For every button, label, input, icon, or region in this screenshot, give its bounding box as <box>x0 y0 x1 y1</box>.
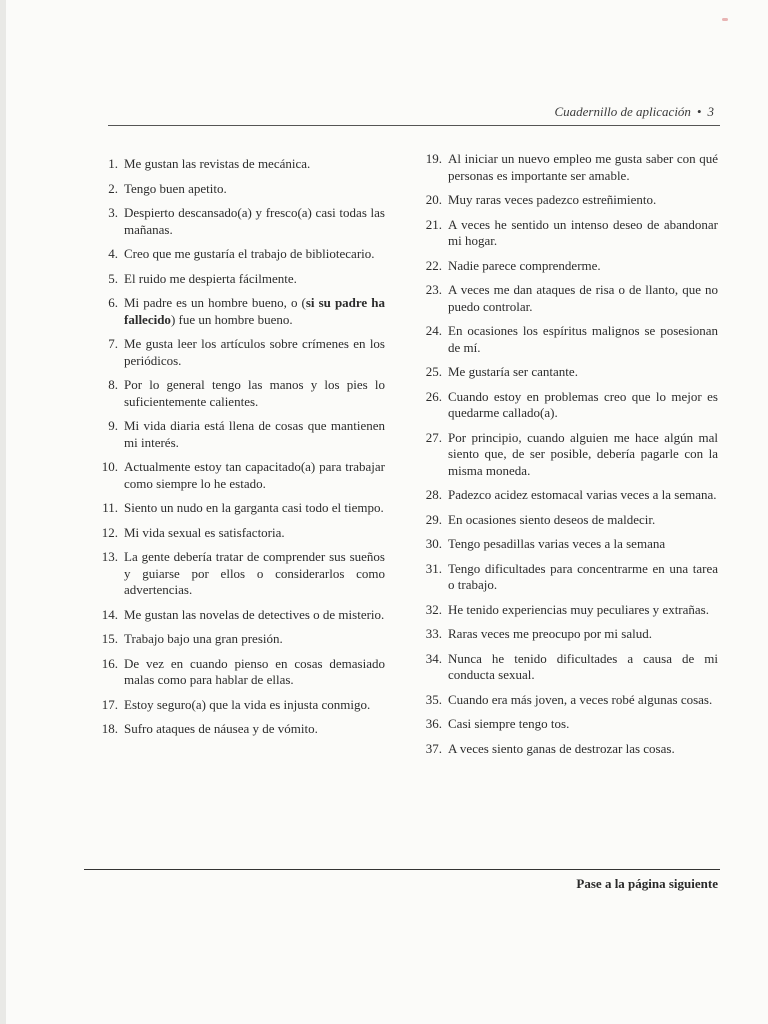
question-text: Tengo buen apetito. <box>124 180 227 196</box>
question-text: En ocasiones siento deseos de maldecir. <box>448 511 656 527</box>
question-number: 30. <box>425 536 442 551</box>
question-number: 21. <box>425 216 442 232</box>
question-text: Padezco acidez estomacal varias veces a la semana. <box>448 487 717 502</box>
page-header <box>554 104 714 120</box>
question-text: Mi vida diaria está llena de cosas que mantienen mi interés. <box>124 418 385 450</box>
question-text: Mi vida sexual es satisfactoria. <box>124 524 285 540</box>
question-number: 8. <box>108 377 118 392</box>
question-number: 20. <box>425 192 442 207</box>
question-item <box>418 192 718 209</box>
question-text: A veces siento ganas de destrozar las cosas. <box>448 740 675 756</box>
question-text: Me gusta leer los artículos sobre crímenes en los periódicos. <box>124 336 385 368</box>
question-number: 33. <box>425 626 442 641</box>
question-number: 28. <box>425 487 442 502</box>
question-text: Cuando era más joven, a veces robé algunas cosas. <box>448 691 713 707</box>
question-text: En ocasiones los espíritus malignos se posesionan de mí. <box>448 323 718 355</box>
question-item <box>418 536 718 553</box>
question-item <box>93 156 385 173</box>
question-item <box>418 487 718 504</box>
question-item <box>418 282 718 315</box>
question-number: 12. <box>101 524 118 540</box>
question-item <box>93 525 385 542</box>
question-number: 4. <box>108 246 118 261</box>
question-text: Despierto descansado(a) y fresco(a) casi todas las mañanas. <box>124 205 385 237</box>
question-item <box>418 217 718 250</box>
question-text: De vez en cuando pienso en cosas demasiado malas como para hablar de ellas. <box>124 655 385 687</box>
question-number: 24. <box>425 323 442 338</box>
question-item <box>418 602 718 619</box>
question-item <box>418 692 718 709</box>
question-text: Cuando estoy en problemas creo que lo mejor es quedarme callado(a). <box>448 388 718 420</box>
question-item <box>93 377 385 410</box>
question-item <box>93 656 385 689</box>
question-text: Me gustan las novelas de detectives o de misterio. <box>124 606 385 622</box>
footer-rule <box>84 869 720 870</box>
question-item <box>93 246 385 263</box>
question-text: He tenido experiencias muy peculiares y extrañas. <box>448 601 709 617</box>
question-number: 10. <box>101 459 118 474</box>
question-number: 7. <box>108 336 118 351</box>
page-edge-shadow <box>0 0 6 1024</box>
questions-left-column <box>93 156 385 746</box>
question-item <box>93 500 385 517</box>
question-text: Creo que me gustaría el trabajo de bibliotecario. <box>124 246 375 261</box>
question-number: 25. <box>425 364 442 379</box>
question-text: Por principio, cuando alguien me hace algún mal siento que, de ser posible, debería pagarle con la misma moneda. <box>448 429 718 478</box>
question-item <box>93 271 385 288</box>
page-number: 3 <box>707 104 714 119</box>
question-item <box>418 561 718 594</box>
question-text: Raras veces me preocupo por mi salud. <box>448 626 652 641</box>
question-item <box>418 364 718 381</box>
question-number: 26. <box>425 388 442 404</box>
question-number: 29. <box>425 511 442 527</box>
question-number: 19. <box>425 151 442 166</box>
question-text: Me gustan las revistas de mecánica. <box>124 156 311 171</box>
question-item <box>418 716 718 733</box>
question-text: Nadie parece comprenderme. <box>448 257 601 273</box>
question-number: 15. <box>101 631 118 646</box>
question-item <box>93 181 385 198</box>
question-number: 35. <box>425 691 442 707</box>
question-text: Mi padre es un hombre bueno, o ( <box>124 295 306 310</box>
question-text: Tengo pesadillas varias veces a la semana <box>448 536 666 551</box>
question-text-bold: si su padre ha fallecido <box>124 295 385 327</box>
question-item <box>93 607 385 624</box>
question-number: 17. <box>101 696 118 712</box>
question-item <box>418 430 718 480</box>
question-text: Por lo general tengo las manos y los pies lo suficientemente calientes. <box>124 377 385 409</box>
question-number: 1. <box>108 156 118 171</box>
question-text: El ruido me despierta fácilmente. <box>124 270 297 286</box>
next-page-note: Pase a la página siguiente <box>576 876 718 891</box>
question-number: 2. <box>108 180 118 196</box>
question-number: 37. <box>425 740 442 756</box>
question-item <box>418 258 718 275</box>
question-item <box>418 389 718 422</box>
question-text: Siento un nudo en la garganta casi todo el tiempo. <box>124 500 384 515</box>
question-number: 23. <box>425 282 442 297</box>
question-number: 22. <box>425 257 442 273</box>
question-number: 18. <box>101 721 118 736</box>
question-number: 31. <box>425 560 442 576</box>
question-text: Trabajo bajo una gran presión. <box>124 631 283 646</box>
question-number: 11. <box>102 500 118 515</box>
question-number: 14. <box>101 606 118 622</box>
question-item <box>418 626 718 643</box>
question-text: A veces he sentido un intenso deseo de abandonar mi hogar. <box>448 216 718 248</box>
question-number: 3. <box>108 205 118 220</box>
question-number: 16. <box>101 655 118 671</box>
question-item <box>93 697 385 714</box>
booklet-title: Cuadernillo de aplicación <box>554 104 691 119</box>
question-text: Casi siempre tengo tos. <box>448 716 570 731</box>
question-text: Al iniciar un nuevo empleo me gusta saber con qué personas es importante ser amable. <box>448 151 718 183</box>
question-item <box>93 418 385 451</box>
question-number: 36. <box>425 716 442 731</box>
question-number: 5. <box>108 270 118 286</box>
question-number: 9. <box>108 418 118 433</box>
question-item <box>93 336 385 369</box>
header-rule <box>108 125 720 126</box>
question-text: La gente debería tratar de comprender sus sueños y guiarse por ellos o considerarlos como advertencias. <box>124 549 385 597</box>
question-text: Nunca he tenido dificultades a causa de mi conducta sexual. <box>448 650 718 682</box>
question-text: Muy raras veces padezco estreñimiento. <box>448 192 657 207</box>
question-number: 6. <box>108 295 118 310</box>
question-item <box>418 323 718 356</box>
question-text: Actualmente estoy tan capacitado(a) para trabajar como siempre lo he estado. <box>124 459 385 491</box>
question-item <box>93 631 385 648</box>
question-item <box>93 549 385 599</box>
question-text: ) fue un hombre bueno. <box>170 311 293 327</box>
questions-right-column <box>418 151 718 765</box>
question-item <box>418 741 718 758</box>
question-text: Tengo dificultades para concentrarme en una tarea o trabajo. <box>448 560 718 592</box>
question-item <box>93 205 385 238</box>
header-bullet: • <box>696 104 702 119</box>
question-number: 32. <box>425 601 442 617</box>
question-text: Sufro ataques de náusea y de vómito. <box>124 721 318 736</box>
question-item <box>418 651 718 684</box>
question-number: 27. <box>425 429 442 445</box>
question-number: 34. <box>425 650 442 666</box>
question-item <box>93 295 385 328</box>
question-number: 13. <box>101 549 118 564</box>
question-item <box>418 151 718 184</box>
question-text: Me gustaría ser cantante. <box>448 364 578 379</box>
question-item <box>418 512 718 529</box>
question-item <box>93 459 385 492</box>
corner-ink-mark <box>722 18 728 21</box>
question-text: Estoy seguro(a) que la vida es injusta conmigo. <box>124 696 371 712</box>
question-item <box>93 721 385 738</box>
question-text: A veces me dan ataques de risa o de llanto, que no puedo controlar. <box>448 282 718 314</box>
